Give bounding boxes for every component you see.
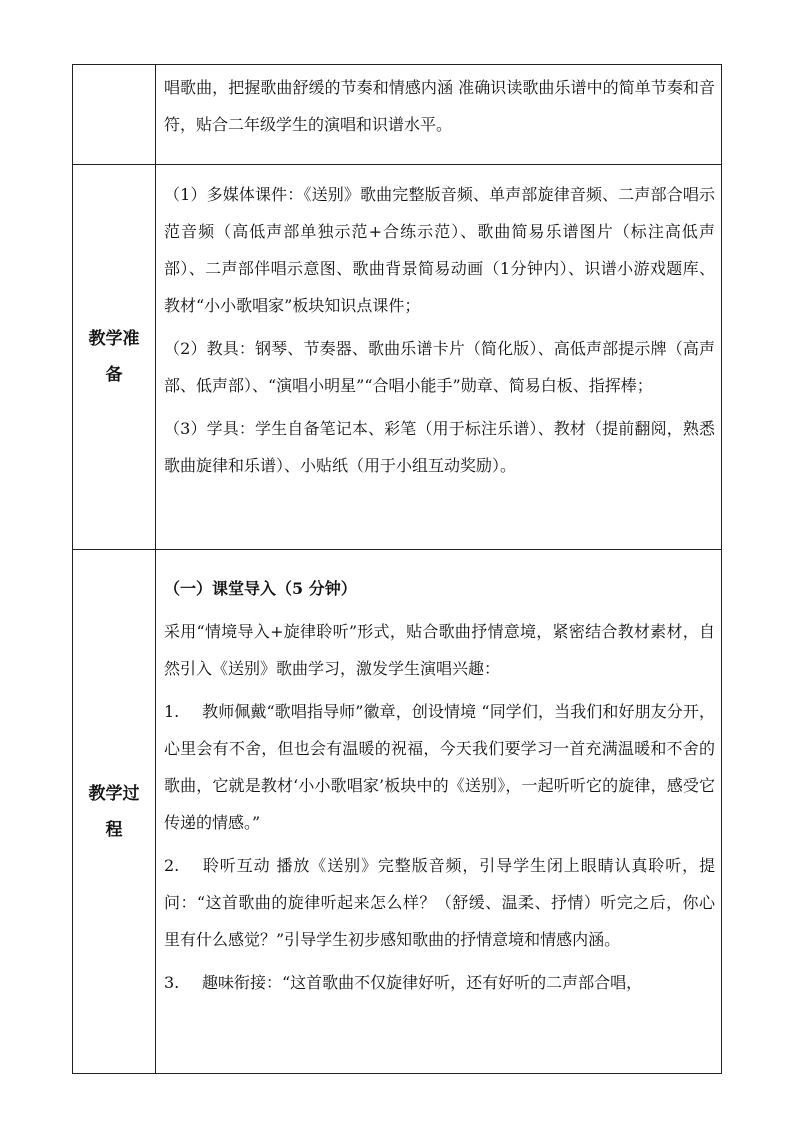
row-label-text: 教学准备 (88, 329, 140, 385)
step-number: 2. (164, 856, 180, 875)
step-text: 教师佩戴“歌唱指导师”徽章，创设情境 “同学们，当我们和好朋友分开，心里会有不舍，但也会有温暖的祝福，今天我们要学习一首充满温暖和不舍的歌曲，它就是教材‘小小歌唱家’板块中的《送别》，一起听听它的旋律，感受它传递的情感。” (164, 702, 715, 832)
table-row (73, 550, 722, 1074)
row-label-text: 教学过程 (88, 783, 140, 840)
step-item (164, 847, 715, 958)
step-text: 趣味衔接：“这首歌曲不仅旋律好听，还有好听的二声部合唱， (202, 973, 643, 992)
objectives-text: 唱歌曲，把握歌曲舒缓的节奏和情感内涵 准确识读歌曲乐谱中的简单节奏和音符，贴合二年级学生的演唱和识谱水平。 (164, 78, 715, 134)
intro-text: 采用“情境导入+旋律聆听”形式，贴合歌曲抒情意境，紧密结合教材素材，自然引入《送别》歌曲学习，激发学生演唱兴趣： (164, 622, 715, 678)
lesson-plan-table (72, 64, 722, 1074)
prep-item-student-materials: （3）学具：学生自备笔记本、彩笔（用于标注乐谱）、教材（提前翻阅，熟悉歌曲旋律和乐谱）、小贴纸（用于小组互动奖励）。 (164, 419, 715, 475)
step-number: 1. (164, 702, 180, 721)
row-label-process (73, 550, 156, 1074)
table-row (73, 165, 722, 550)
section-heading: （一）课堂导入（5 分钟） (164, 579, 357, 598)
preparation-cell (156, 165, 722, 550)
prep-item-multimedia: （1）多媒体课件：《送别》歌曲完整版音频、单声部旋律音频、二声部合唱示范音频（高低声部单独示范+合练示范）、歌曲简易乐谱图片（标注高低声部）、二声部伴唱示意图、歌曲背景简易动画（1分钟内）、识谱小游戏题库、教材“小小歌唱家”板块知识点课件； (164, 185, 715, 315)
row-label (73, 65, 156, 165)
row-label-preparation (73, 165, 156, 550)
process-cell (156, 550, 722, 1074)
step-number: 3. (164, 973, 180, 992)
table-row (73, 65, 722, 165)
prep-item-teaching-aids: （2）教具：钢琴、节奏器、歌曲乐谱卡片（简化版）、高低声部提示牌（高声部、低声部）、“演唱小明星”“合唱小能手”勋章、简易白板、指挥棒； (164, 339, 715, 395)
objectives-cell (156, 65, 722, 165)
step-text: 聆听互动 播放《送别》完整版音频，引导学生闭上眼睛认真聆听，提问：“这首歌曲的旋律听起来怎么样？（舒缓、温柔、抒情）听完之后，你心里有什么感觉？”引导学生初步感知歌曲的抒情意境和情感内涵。 (164, 856, 715, 949)
step-item (164, 693, 715, 841)
step-item (164, 964, 715, 1001)
